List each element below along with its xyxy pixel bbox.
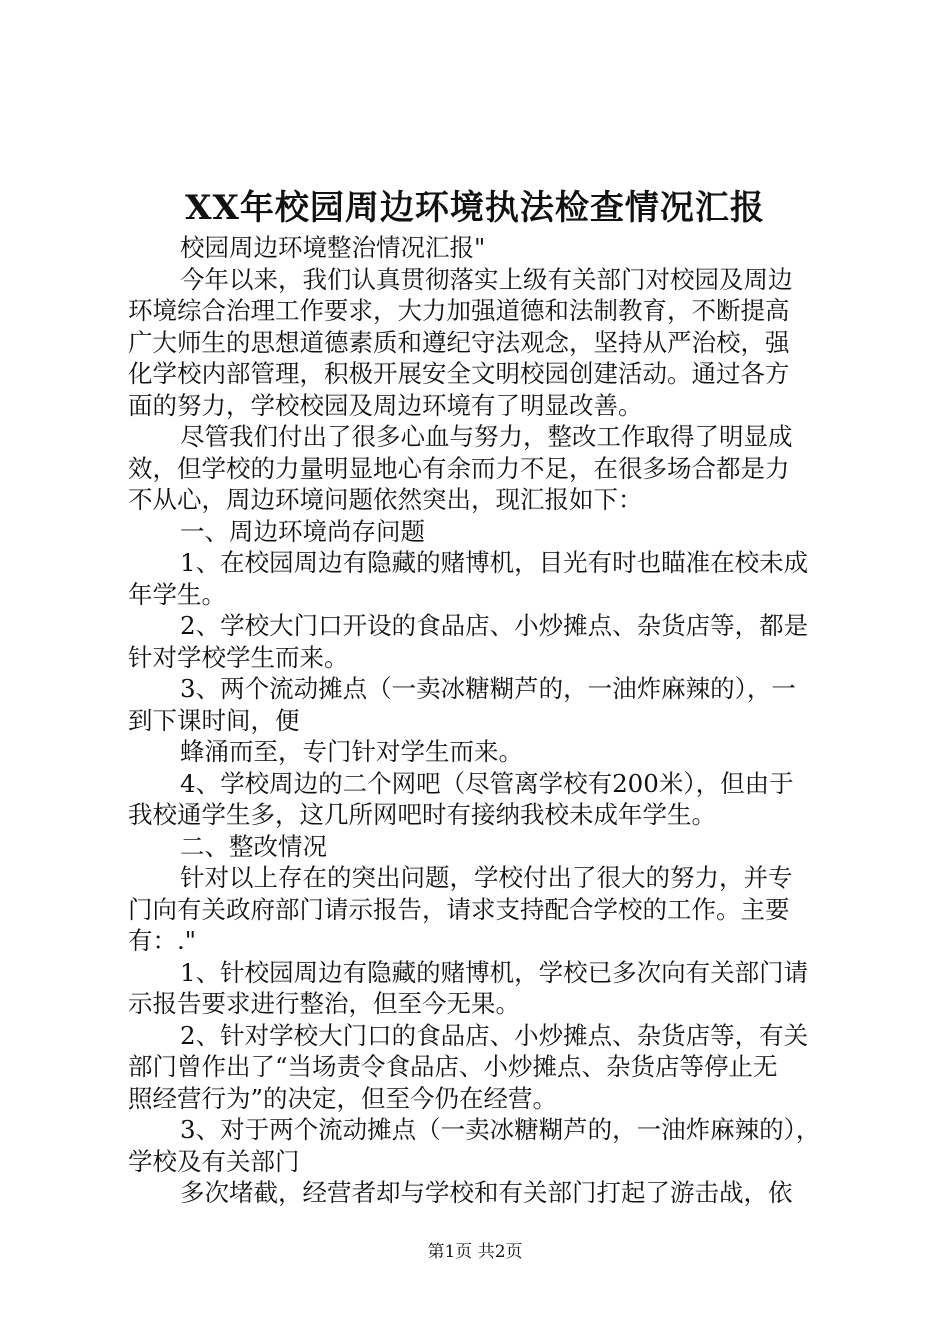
text-line: 1、针校园周边有隐藏的赌博机，学校已多次向有关部门请 <box>180 957 809 987</box>
text-line: 针对以上存在的突出问题，学校付出了很大的努力，并专 <box>180 863 793 892</box>
text-line: 学校及有关部门 <box>128 1146 300 1176</box>
text-line: 化学校内部管理，积极开展安全文明校园创建活动。通过各方 <box>128 359 790 388</box>
text-line: 到下课时间，便 <box>128 705 300 735</box>
text-line: 我校通学生多，这几所网吧时有接纳我校未成年学生。 <box>128 800 716 829</box>
text-line: 二、整改情况 <box>180 831 327 861</box>
text-line: 门向有关政府部门请示报告，请求支持配合学校的工作。主要 <box>128 894 790 924</box>
text-line: 面的努力，学校校园及周边环境有了明显改善。 <box>128 390 643 420</box>
text-line: 蜂涌而至，专门针对学生而来。 <box>180 737 523 766</box>
text-line: 一、周边环境尚存问题 <box>180 516 425 546</box>
text-line: 2、针对学校大门口的食品店、小炒摊点、杂货店等，有关 <box>180 1020 809 1050</box>
document-title: XX年校园周边环境执法检查情况汇报 <box>185 188 765 228</box>
text-line: 不从心，周边环境问题依然突出，现汇报如下： <box>128 485 643 514</box>
text-line: 年学生。 <box>128 579 226 609</box>
text-line: 3、对于两个流动摊点（一卖冰糖糊芦的，一油炸麻辣的）， <box>180 1115 821 1144</box>
text-line: 照经营行为”的决定，但至今仍在经营。 <box>128 1083 558 1113</box>
document-body <box>128 232 833 1209</box>
text-line: 4、学校周边的二个网吧（尽管离学校有200米），但由于 <box>180 768 794 798</box>
text-line: 多次堵截，经营者却与学校和有关部门打起了游击战，依 <box>180 1178 793 1207</box>
text-line: 今年以来，我们认真贯彻落实上级有关部门对校园及周边 <box>180 264 793 294</box>
text-line: 广大师生的思想道德素质和遵纪守法观念，坚持从严治校，强 <box>128 327 790 357</box>
text-line: 有：." <box>128 926 197 955</box>
text-line: 1、在校园周边有隐藏的赌博机，目光有时也瞄准在校未成 <box>180 548 809 577</box>
text-line: 3、两个流动摊点（一卖冰糖糊芦的，一油炸麻辣的），一 <box>180 674 796 703</box>
page-footer: 第1页 共2页 <box>427 1242 523 1262</box>
text-line: 校园周边环境整治情况汇报" <box>180 233 486 262</box>
text-line: 示报告要求进行整治，但至今无果。 <box>128 989 520 1018</box>
text-line: 2、学校大门口开设的食品店、小炒摊点、杂货店等，都是 <box>180 611 809 640</box>
text-line: 尽管我们付出了很多心血与努力，整改工作取得了明显成 <box>180 422 793 451</box>
text-line: 部门曾作出了“当场责令食品店、小炒摊点、杂货店等停止无 <box>128 1052 778 1081</box>
text-line: 环境综合治理工作要求，大力加强道德和法制教育，不断提高 <box>128 296 790 325</box>
text-line: 效，但学校的力量明显地心有余而力不足，在很多场合都是力 <box>128 453 790 483</box>
text-line: 针对学校学生而来。 <box>128 642 349 672</box>
